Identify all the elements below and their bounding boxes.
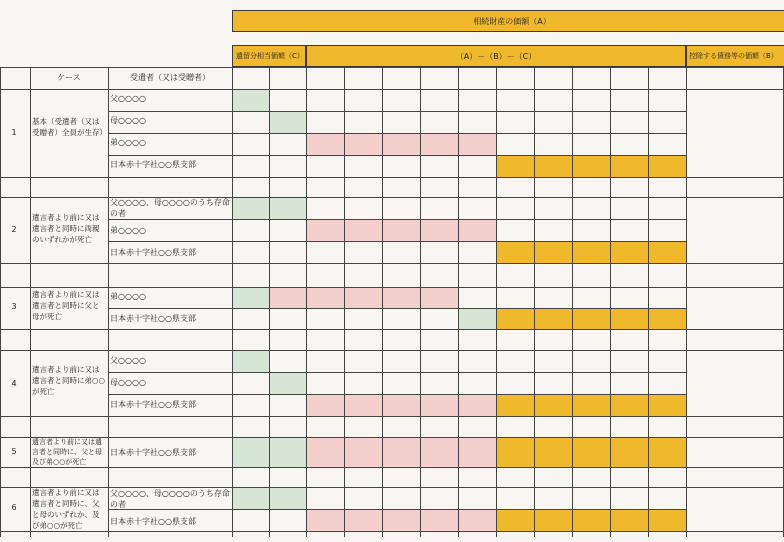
grid-cell-fill xyxy=(269,372,306,394)
grid-line xyxy=(306,67,307,537)
recipient-name: 弟○○○○ xyxy=(110,292,146,301)
grid-line xyxy=(108,67,109,537)
group-border xyxy=(0,416,784,417)
case-label: 遺言者より前に又は遺言者と同時に、父と母及び弟○○が死亡 xyxy=(32,438,102,466)
grid-cell-fill xyxy=(232,89,269,111)
case-column-header: ケース xyxy=(57,73,81,82)
recipient-name: 母○○○○ xyxy=(110,116,146,125)
grid-line xyxy=(420,67,421,537)
grid-line xyxy=(686,67,687,537)
case-number: 2 xyxy=(11,225,17,234)
recipient-name: 弟○○○○ xyxy=(110,226,146,235)
grid-line xyxy=(108,111,686,112)
grid-line xyxy=(648,67,649,537)
recipient-name: 日本赤十字社○○県支部 xyxy=(110,160,196,169)
group-border xyxy=(0,531,784,532)
grid-cell-fill xyxy=(496,509,686,531)
group-border xyxy=(0,89,784,90)
grid-line xyxy=(269,67,270,537)
grid-cell-fill xyxy=(496,155,686,177)
case-label: 遺言者より前に又は遺言者と同時に、父と母のいずれか、及び弟○○が死亡 xyxy=(32,488,100,530)
grid-cell-fill xyxy=(269,287,458,308)
recipient-name: 弟○○○○ xyxy=(110,138,146,147)
recipient-name: 日本赤十字社○○県支部 xyxy=(110,248,196,257)
grid-line xyxy=(344,67,345,537)
grid-line xyxy=(610,67,611,537)
case-number: 4 xyxy=(11,379,17,388)
recipient-name: 日本赤十字社○○県支部 xyxy=(110,314,196,323)
group-border xyxy=(0,287,784,288)
grid-line xyxy=(382,67,383,537)
recipient-column-header: 受遺者（又は受贈者） xyxy=(130,73,210,82)
grid-line xyxy=(30,67,31,537)
grid-cell-fill xyxy=(306,509,496,531)
case-label: 遺言者より前に又は遺言者と同時に弟○○が死亡 xyxy=(32,365,106,396)
grid-line xyxy=(572,67,573,537)
grid-cell-fill xyxy=(306,133,496,155)
group-border xyxy=(0,350,784,351)
grid-cell-fill xyxy=(306,219,496,241)
grid-cell-fill xyxy=(496,241,686,263)
grid-line xyxy=(534,67,535,537)
grid-line xyxy=(108,219,686,220)
recipient-name: 父○○○○ xyxy=(110,94,146,103)
grid-cell-fill xyxy=(306,437,496,467)
grid-cell-fill xyxy=(232,287,269,308)
inheritance-value-label: 相続財産の価額（A） xyxy=(473,16,551,26)
grid-line xyxy=(108,241,686,242)
grid-cell-fill xyxy=(232,350,269,372)
debts-label: 控除する債務等の価額（B） xyxy=(689,52,778,60)
group-border xyxy=(0,467,784,468)
recipient-name: 日本赤十字社○○県支部 xyxy=(110,448,196,457)
grid-cell-fill xyxy=(496,308,686,329)
grid-cell-fill xyxy=(496,394,686,416)
recipient-name: 父○○○○、母○○○○のうち存命の者 xyxy=(110,489,230,509)
recipient-name: 日本赤十字社○○県支部 xyxy=(110,517,196,526)
recipient-name: 母○○○○ xyxy=(110,378,146,387)
recipient-name: 父○○○○、母○○○○のうち存命の者 xyxy=(110,198,230,218)
group-border xyxy=(0,329,784,330)
grid-line xyxy=(496,67,497,537)
grid-line xyxy=(232,67,233,537)
grid-cell-fill xyxy=(306,394,496,416)
case-number: 3 xyxy=(11,302,17,311)
case-number: 6 xyxy=(11,503,17,512)
case-number: 5 xyxy=(11,447,17,456)
grid-cell-fill xyxy=(458,308,496,329)
grid-line xyxy=(108,155,686,156)
grid-line xyxy=(108,133,686,134)
grid-line xyxy=(108,308,686,309)
recipient-name: 日本赤十字社○○県支部 xyxy=(110,400,196,409)
case-label: 基本（受遺者（又は受贈者）全員が生存） xyxy=(32,117,107,137)
group-border xyxy=(0,437,784,438)
reserved-share-label: 遺留分相当価額（C） xyxy=(236,52,304,60)
case-label: 遺言者より前に又は遺言者と同時に両親のいずれかが死亡 xyxy=(32,213,100,244)
group-border xyxy=(0,67,784,68)
group-border xyxy=(0,177,784,178)
grid-line xyxy=(458,67,459,537)
formula-label: （A）－（B）－（C） xyxy=(455,51,537,61)
case-label: 遺言者より前に又は遺言者と同時に父と母が死亡 xyxy=(32,290,100,321)
grid-cell-fill xyxy=(496,437,686,467)
recipient-name: 父○○○○ xyxy=(110,356,146,365)
grid-line xyxy=(108,372,686,373)
grid-cell-fill xyxy=(269,111,306,133)
grid-line xyxy=(108,394,686,395)
group-border xyxy=(0,263,784,264)
case-number: 1 xyxy=(11,128,17,137)
